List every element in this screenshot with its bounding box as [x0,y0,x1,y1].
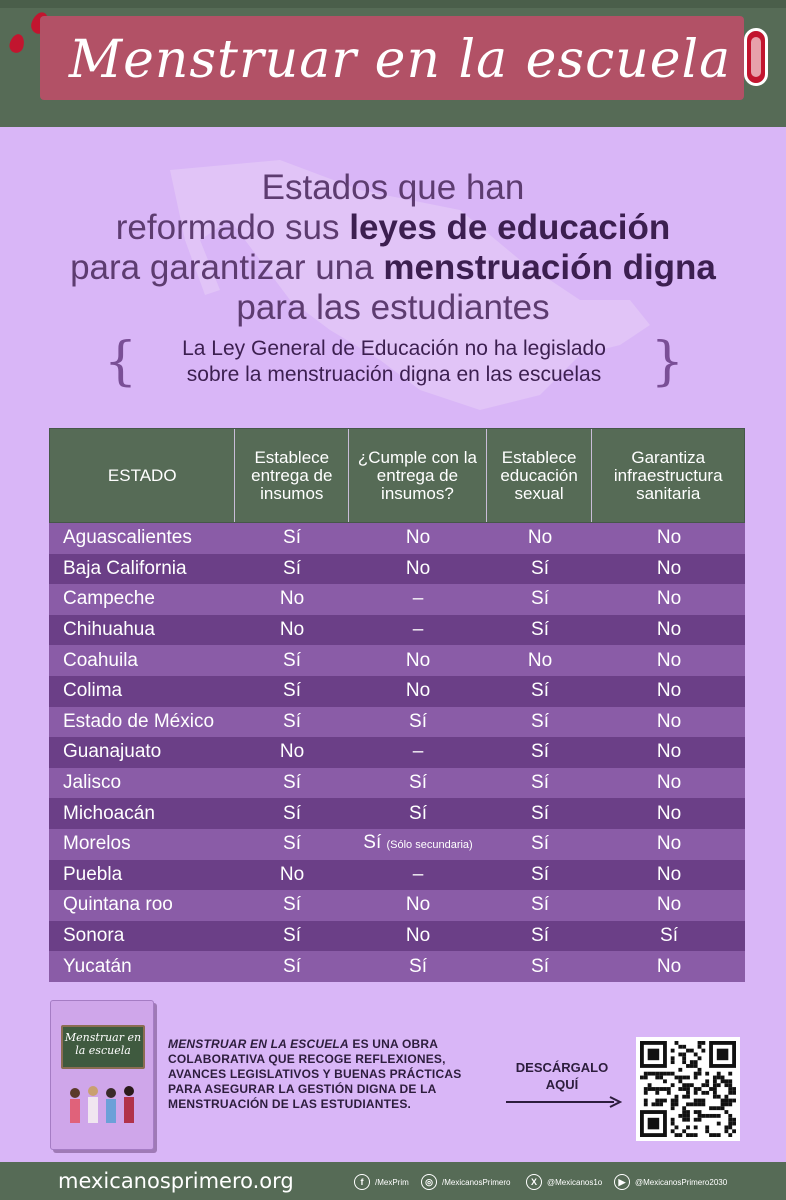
insumos-value: Sí [283,955,301,977]
educacion-value: Sí [531,894,549,916]
educacion-value: Sí [531,588,549,610]
promo-body: ES UNA OBRA COLABORATIVA QUE RECOGE REFLEXIONES, AVANCES LEGISLATIVOS Y BUENAS PRÁCTICAS PARA ASEGURAR LA GESTIÓN DIGNA DE LA MENSTRUACIÓN DE LAS ESTUDIANTES. [168,1037,462,1111]
cumple-value: – [412,741,424,763]
cumple-value: No [405,925,431,947]
social-instagram[interactable] [421,1173,510,1191]
promo-description [168,1037,478,1112]
state-name: Guanajuato [63,741,162,763]
table-row [49,615,745,646]
footer-bar [0,1162,786,1200]
insumos-value: Sí [283,527,301,549]
headline-line3b: menstruación digna [383,248,716,287]
table-row [49,921,745,952]
insumos-value: No [279,863,305,885]
state-name: Campeche [63,588,155,610]
facebook-handle: /MexPrim [375,1177,409,1187]
state-name: Quintana roo [63,894,173,916]
insumos-value: Sí [283,772,301,794]
infraestructura-value: No [656,833,682,855]
social-youtube[interactable] [614,1173,727,1191]
cumple-value: Sí [409,955,427,977]
cumple-value: Sí [409,710,427,732]
youtube-handle: @MexicanosPrimero2030 [635,1177,728,1187]
state-name: Estado de México [63,710,215,732]
table-row [49,707,745,738]
table-row [49,523,745,554]
sanitary-pad-icon [744,28,768,86]
state-name: Chihuahua [63,619,155,641]
state-name: Colima [63,680,123,702]
educacion-value: Sí [531,741,549,763]
insumos-value: No [279,588,305,610]
x-icon: X [526,1174,542,1190]
headline-line3a: para garantizar una [70,248,384,287]
youtube-icon: ▶ [614,1174,630,1190]
insumos-value: No [279,619,305,641]
morelos-note: (Sólo secundaria) [386,839,473,852]
educacion-value: Sí [531,619,549,641]
table-row [49,860,745,891]
infraestructura-value: No [656,741,682,763]
infraestructura-value: No [656,588,682,610]
header-bar [0,0,786,127]
headline-line2b: leyes de educación [349,208,671,247]
column-header-cumple: ¿Cumple con la entrega de insumos? [349,429,487,522]
table-row [49,554,745,585]
state-name: Sonora [63,925,125,947]
social-x[interactable] [526,1173,602,1191]
qr-code-icon [640,1041,736,1137]
educacion-value: Sí [531,557,549,579]
insumos-value: Sí [283,894,301,916]
column-header-infraestructura: Garantiza infraestructura sanitaria [613,447,723,503]
educacion-value: Sí [531,833,549,855]
educacion-value: No [527,649,553,671]
table-row [49,645,745,676]
educacion-value: Sí [531,802,549,824]
cumple-value: Sí [409,772,427,794]
headline [30,168,756,328]
cumple-value: – [412,619,424,641]
state-name: Coahuila [63,649,138,671]
states-table [49,428,745,982]
educacion-value: Sí [531,680,549,702]
cumple-value [349,828,487,860]
state-name: Michoacán [63,802,155,824]
table-row [49,890,745,921]
left-brace-icon: { [104,332,138,392]
state-name: Puebla [63,863,123,885]
infraestructura-value: No [656,802,682,824]
infraestructura-value: No [656,649,682,671]
cumple-value: No [405,649,431,671]
table-row [49,737,745,768]
qr-code[interactable] [636,1037,740,1141]
insumos-value: No [279,741,305,763]
column-header-insumos: Establece entrega de insumos [235,429,349,522]
facebook-icon: f [354,1174,370,1190]
table-header [49,428,745,523]
cumple-value: Sí [409,802,427,824]
infraestructura-value: Sí [660,925,678,947]
insumos-value: Sí [283,649,301,671]
cumple-value: No [405,557,431,579]
book-cover [50,1000,154,1150]
students-illustration [65,1083,141,1143]
law-note-line1: La Ley General de Educación no ha legislado [182,337,606,360]
infraestructura-value: No [656,619,682,641]
cumple-value: No [405,680,431,702]
table-row [49,584,745,615]
headline-line2a: reformado sus [115,208,350,247]
header-top-band [0,0,786,8]
educacion-value: No [527,527,553,549]
infraestructura-value: No [656,863,682,885]
table-row [49,676,745,707]
educacion-value: Sí [531,710,549,732]
page-title: Menstruar en la escuela [68,30,732,90]
insumos-value: Sí [283,680,301,702]
law-note-text [140,336,648,388]
website-link[interactable]: mexicanosprimero.org [58,1169,294,1193]
infraestructura-value: No [656,772,682,794]
insumos-value: Sí [283,925,301,947]
cumple-value: No [405,894,431,916]
column-header-estado: ESTADO [50,429,235,522]
educacion-value: Sí [531,772,549,794]
arrow-right-icon [506,1096,622,1108]
download-label: DESCÁRGALO AQUÍ [515,1060,609,1092]
infraestructura-value: No [656,710,682,732]
law-note-line2: sobre la menstruación digna en las escuelas [186,363,602,386]
state-name: Yucatán [63,955,132,977]
state-name: Baja California [63,557,187,579]
instagram-icon: ◎ [421,1174,437,1190]
infraestructura-value: No [656,680,682,702]
educacion-value: Sí [531,863,549,885]
infraestructura-value: No [656,955,682,977]
educacion-value: Sí [531,925,549,947]
cumple-value: – [412,863,424,885]
state-name: Morelos [63,833,131,855]
insumos-value: Sí [283,557,301,579]
law-note [104,334,684,392]
infraestructura-value: No [656,557,682,579]
table-row [49,768,745,799]
promo-title: MENSTRUAR EN LA ESCUELA [168,1037,349,1051]
cumple-value-text: Sí [363,832,382,854]
instagram-handle: /MexicanosPrimero [442,1177,511,1187]
table-row [49,798,745,829]
social-facebook[interactable] [354,1173,409,1191]
table-body [49,523,745,982]
insumos-value: Sí [283,710,301,732]
state-name: Aguascalientes [63,527,192,549]
infraestructura-value: No [656,894,682,916]
headline-line4: para las estudiantes [236,288,550,327]
right-brace-icon: } [650,332,684,392]
cumple-value: – [412,588,424,610]
table-row [49,829,745,860]
educacion-value: Sí [531,955,549,977]
state-name: Jalisco [63,772,122,794]
infraestructura-value: No [656,527,682,549]
headline-line1: Estados que han [261,168,525,207]
insumos-value: Sí [283,833,301,855]
cumple-value: No [405,527,431,549]
column-header-educacion: Establece educación sexual [487,429,593,522]
insumos-value: Sí [283,802,301,824]
x-handle: @Mexicanos1o [547,1177,603,1187]
table-row [49,951,745,982]
book-title: Menstruar en la escuela [61,1025,145,1069]
